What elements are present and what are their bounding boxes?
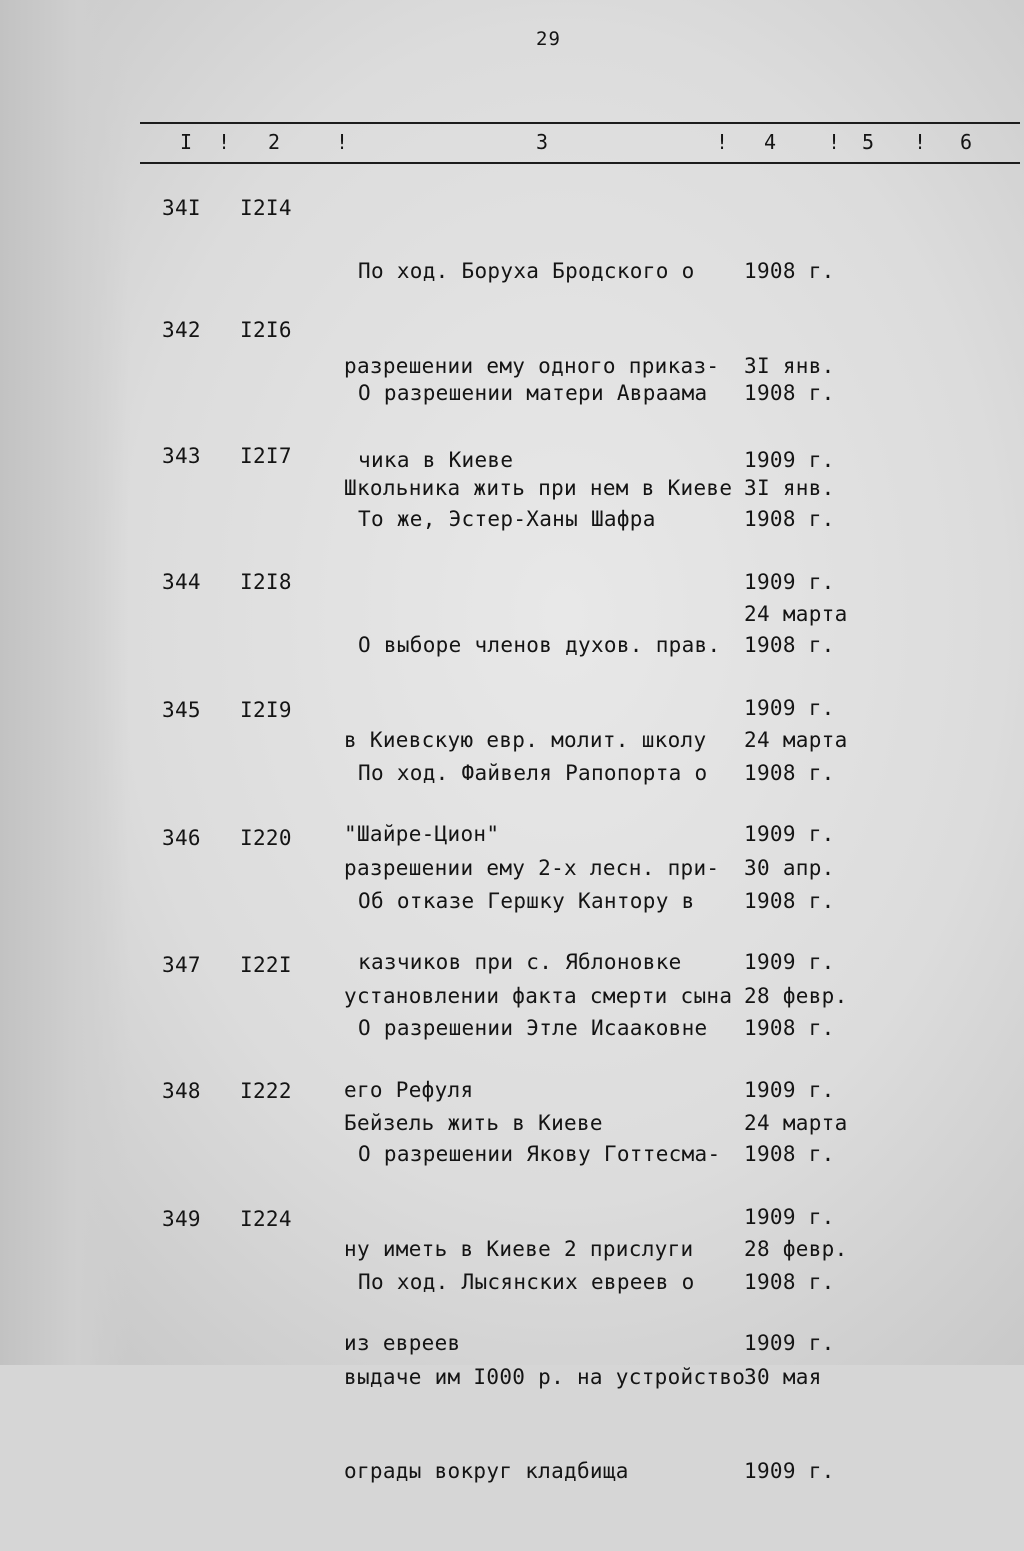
date-line: 1908 г. — [744, 1016, 835, 1040]
date-line: 1909 г. — [744, 1078, 835, 1102]
title-line: По ход. Боруха Бродского о — [358, 259, 695, 283]
date-line: 28 февр. — [744, 983, 848, 1008]
file-code: I2I7 — [240, 444, 292, 468]
title-line: О выборе членов духов. прав. — [358, 633, 721, 657]
file-code: I220 — [240, 826, 292, 850]
date-line: 1909 г. — [744, 950, 835, 974]
header-col-5: 5 — [862, 130, 875, 154]
row-number: 347 — [162, 953, 201, 977]
title-line: "Шайре-Цион" — [344, 822, 500, 846]
date-line: 24 марта — [744, 1110, 848, 1135]
date-line: 24 марта — [744, 727, 848, 752]
file-code: I224 — [240, 1207, 292, 1231]
header-col-2: 2 — [268, 130, 281, 154]
file-code: I2I6 — [240, 318, 292, 342]
header-separator: ! — [218, 130, 231, 154]
title-line: ограды вокруг кладбища — [344, 1459, 629, 1483]
date-line: 1908 г. — [744, 761, 835, 785]
file-code: I22I — [240, 953, 292, 977]
date-line: 1908 г. — [744, 889, 835, 913]
title-line: ну иметь в Киеве 2 прислуги — [344, 1236, 694, 1261]
date-line: 30 мая — [744, 1364, 822, 1389]
title-line: установлении факта смерти сына — [344, 983, 733, 1008]
row-number: 349 — [162, 1207, 201, 1231]
date-line: 1909 г. — [744, 1459, 835, 1483]
date-line: 1908 г. — [744, 259, 835, 283]
row-dates — [744, 1204, 835, 1551]
header-col-4: 4 — [764, 130, 777, 154]
row-number: 344 — [162, 570, 201, 594]
page-number: 29 — [536, 28, 561, 50]
row-title — [344, 1204, 745, 1551]
header-separator: ! — [716, 130, 729, 154]
margin-shadow — [0, 0, 130, 1365]
title-line: казчиков при с. Яблоновке — [358, 950, 682, 974]
file-code: I222 — [240, 1079, 292, 1103]
title-line: Бейзель жить в Киеве — [344, 1110, 603, 1135]
date-line: 1908 г. — [744, 381, 835, 405]
header-col-3: 3 — [536, 130, 549, 154]
row-number: 342 — [162, 318, 201, 342]
row-number: 345 — [162, 698, 201, 722]
date-line: 1909 г. — [744, 822, 835, 846]
header-separator: ! — [336, 130, 349, 154]
title-line: Школьника жить при нем в Киеве — [344, 475, 733, 500]
file-code: I2I8 — [240, 570, 292, 594]
file-code: I2I9 — [240, 698, 292, 722]
title-line: То же, Эстер-Ханы Шафра — [358, 507, 656, 531]
date-line: 24 марта — [744, 601, 848, 626]
row-number: 346 — [162, 826, 201, 850]
date-line: 1909 г. — [744, 448, 835, 472]
header-top-rule — [140, 122, 1020, 124]
header-separator: ! — [828, 130, 841, 154]
header-col-1: I — [180, 130, 193, 154]
title-line: О разрешении Якову Готтесма- — [358, 1142, 721, 1166]
date-line: 1908 г. — [744, 507, 835, 531]
date-line: 1908 г. — [744, 633, 835, 657]
title-line: чика в Киеве — [358, 448, 514, 472]
date-line: 1909 г. — [744, 1331, 835, 1355]
title-line: его Рефуля — [344, 1078, 474, 1102]
date-line: 30 апр. — [744, 855, 835, 880]
date-line: 3I янв. — [744, 475, 835, 500]
file-code: I2I4 — [240, 196, 292, 220]
title-line: из евреев — [344, 1331, 461, 1355]
date-line: 28 февр. — [744, 1236, 848, 1261]
title-line: в Киевскую евр. молит. школу — [344, 727, 707, 752]
date-line: 1909 г. — [744, 1205, 835, 1229]
row-number: 343 — [162, 444, 201, 468]
date-line: 1909 г. — [744, 570, 835, 594]
row-number: 34I — [162, 196, 201, 220]
title-line: По ход. Лысянских евреев о — [358, 1270, 695, 1294]
title-line: разрешении ему одного приказ- — [344, 353, 720, 378]
date-line: 1908 г. — [744, 1142, 835, 1166]
row-number: 348 — [162, 1079, 201, 1103]
title-line: разрешении ему 2-х лесн. при- — [344, 855, 720, 880]
title-line: выдаче им I000 р. на устройство — [344, 1364, 746, 1389]
date-line: 1908 г. — [744, 1270, 835, 1294]
title-line: О разрешении матери Авраама — [358, 381, 708, 405]
header-separator: ! — [914, 130, 927, 154]
title-line: По ход. Файвеля Рапопорта о — [358, 761, 708, 785]
header-bottom-rule — [140, 162, 1020, 164]
title-line: О разрешении Этле Исааковне — [358, 1016, 708, 1040]
title-line: Об отказе Гершку Кантору в — [358, 889, 695, 913]
date-line: 1909 г. — [744, 696, 835, 720]
date-line: 3I янв. — [744, 353, 835, 378]
header-col-6: 6 — [960, 130, 973, 154]
